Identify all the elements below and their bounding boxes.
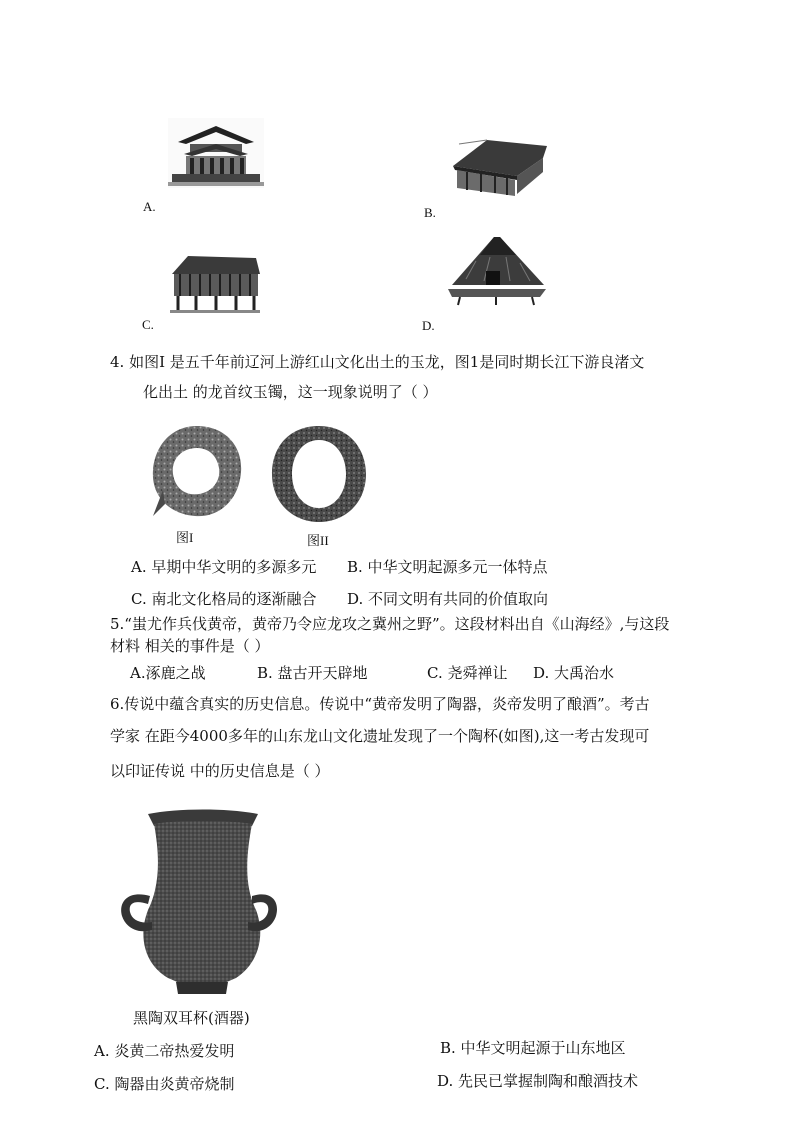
q4-option-a[interactable]: A. 早期中华文明的多源多元 <box>131 558 317 576</box>
q6-option-a[interactable]: A. 炎黄二帝热爱发明 <box>94 1042 235 1060</box>
option-b-thatched-house-image <box>447 136 551 198</box>
jade-dragon-image <box>145 420 249 524</box>
q4-option-b[interactable]: B. 中华文明起源多元一体特点 <box>347 558 548 576</box>
q6-stem-line1: 6.传说中蕴含真实的历史信息。传说中“黄帝发明了陶器，炎帝发明了酿酒”。考古 <box>110 695 650 713</box>
q4-option-d[interactable]: D. 不同文明有共同的价值取向 <box>347 590 549 608</box>
option-d-label: D. <box>422 318 435 333</box>
q5-option-d[interactable]: D. 大禹治水 <box>533 664 615 682</box>
q6-stem-line3: 以印证传说 中的历史信息是（ ） <box>110 762 330 780</box>
fig2-caption: 图II <box>307 533 329 548</box>
q6-option-b[interactable]: B. 中华文明起源于山东地区 <box>440 1039 626 1057</box>
q5-stem-line2: 材料 相关的事件是（ ） <box>110 637 270 655</box>
option-c-stilt-house-image <box>166 252 262 314</box>
q6-option-c[interactable]: C. 陶器由炎黄帝烧制 <box>94 1075 235 1093</box>
option-c-label: C. <box>142 317 154 332</box>
black-pottery-cup-image <box>118 806 280 1002</box>
q6-fig-caption: 黑陶双耳杯(酒器) <box>133 1009 250 1027</box>
option-a-palace-image <box>168 118 264 188</box>
jade-bracelet-image <box>268 422 370 526</box>
q4-option-c[interactable]: C. 南北文化格局的逐渐融合 <box>131 590 317 608</box>
option-b-label: B. <box>424 205 436 220</box>
q5-option-b[interactable]: B. 盘古开天辟地 <box>257 664 368 682</box>
q6-option-d[interactable]: D. 先民已掌握制陶和酿酒技术 <box>437 1072 639 1090</box>
option-d-hut-image <box>446 235 550 307</box>
q5-option-c[interactable]: C. 尧舜禅让 <box>427 664 508 682</box>
q5-option-a[interactable]: A.涿鹿之战 <box>130 664 206 682</box>
q4-stem-line2: 化出土 的龙首纹玉镯，这一现象说明了（ ） <box>143 383 438 401</box>
fig1-caption: 图I <box>176 530 194 545</box>
q4-stem-line1: 4. 如图I 是五千年前辽河上游红山文化出土的玉龙，图1是同时期长江下游良渚文 <box>110 353 645 371</box>
q5-stem-line1: 5.“蚩尤作兵伐黄帝，黄帝乃令应龙攻之冀州之野”。这段材料出自《山海经》,与这段 <box>110 615 670 633</box>
q6-stem-line2: 学家 在距今4000多年的山东龙山文化遗址发现了一个陶杯(如图),这一考古发现可 <box>110 727 650 745</box>
option-a-label: A. <box>143 199 156 214</box>
